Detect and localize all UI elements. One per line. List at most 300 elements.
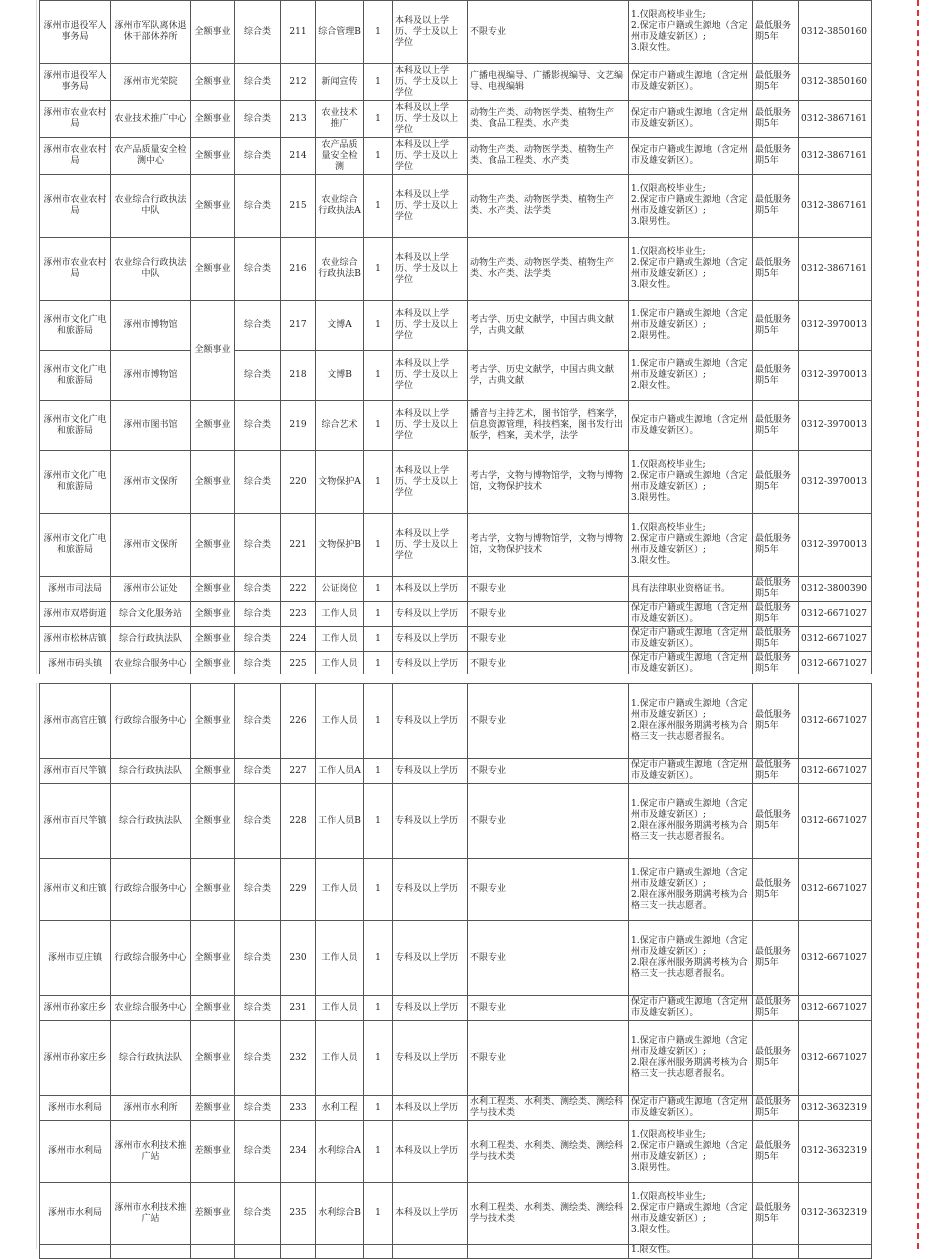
education-cell: 专科及以上学历 xyxy=(393,602,468,627)
count-cell: 1 xyxy=(364,238,393,301)
post-cell: 工作人员 xyxy=(316,921,364,996)
code-cell: 229 xyxy=(281,859,316,921)
major-cell: 考古学、历史文献学，中国古典文献学，古典文献 xyxy=(468,301,629,351)
unit-cell: 涿州市图书馆 xyxy=(111,401,191,451)
education-cell: 本科及以上学历、学士及以上学位 xyxy=(393,401,468,451)
unit-cell: 涿州市文保所 xyxy=(111,514,191,577)
dept-cell: 涿州市司法局 xyxy=(40,577,111,602)
post-cell: 文物保护B xyxy=(316,514,364,577)
service-cell: 最低服务期5年 xyxy=(753,101,799,138)
funding-cell: 全额事业 xyxy=(191,1,235,64)
phone-cell: 0312-3970013 xyxy=(799,401,872,451)
education-cell: 本科及以上学历、学士及以上学位 xyxy=(393,64,468,101)
service-cell xyxy=(753,1245,799,1259)
count-cell: 1 xyxy=(364,1121,393,1183)
code-cell xyxy=(281,1245,316,1259)
conditions-cell: 1.仅限高校毕业生; 2.保定市户籍或生源地（含定州市及雄安新区）; 3.限男性。 xyxy=(629,451,753,514)
conditions-cell: 1.仅限高校毕业生; 2.保定市户籍或生源地（含定州市及雄安新区）; 3.限女性。 xyxy=(629,238,753,301)
count-cell: 1 xyxy=(364,101,393,138)
major-cell: 广播电视编导、广播影视编导、文艺编导、电视编辑 xyxy=(468,64,629,101)
count-cell: 1 xyxy=(364,1021,393,1096)
service-cell: 最低服务期5年 xyxy=(753,684,799,759)
count-cell: 1 xyxy=(364,784,393,859)
education-cell: 专科及以上学历 xyxy=(393,759,468,784)
unit-cell: 涿州市博物馆 xyxy=(111,301,191,351)
category-cell: 综合类 xyxy=(235,684,281,759)
education-cell: 专科及以上学历 xyxy=(393,627,468,652)
funding-cell: 全额事业 xyxy=(191,859,235,921)
funding-cell: 全额事业 xyxy=(191,451,235,514)
phone-cell: 0312-6671027 xyxy=(799,627,872,652)
post-cell: 综合管理B xyxy=(316,1,364,64)
service-cell: 最低服务期5年 xyxy=(753,577,799,602)
phone-cell: 0312-3867161 xyxy=(799,138,872,175)
major-cell: 水利工程类、水利类、测绘类、测绘科学与技术类 xyxy=(468,1121,629,1183)
service-cell: 最低服务期5年 xyxy=(753,652,799,677)
conditions-cell: 保定市户籍或生源地（含定州市及雄安新区）。 xyxy=(629,401,753,451)
major-cell: 不限专业 xyxy=(468,602,629,627)
education-cell: 本科及以上学历、学士及以上学位 xyxy=(393,351,468,401)
table-row xyxy=(40,1096,872,1121)
count-cell: 1 xyxy=(364,1,393,64)
unit-cell: 行政综合服务中心 xyxy=(111,859,191,921)
table-row xyxy=(40,859,872,921)
dept-cell: 涿州市孙家庄乡 xyxy=(40,996,111,1021)
service-cell: 最低服务期5年 xyxy=(753,602,799,627)
table-row xyxy=(40,301,872,351)
major-cell: 不限专业 xyxy=(468,627,629,652)
category-cell: 综合类 xyxy=(235,101,281,138)
phone-cell: 0312-3970013 xyxy=(799,351,872,401)
service-cell: 最低服务期5年 xyxy=(753,759,799,784)
funding-cell: 差额事业 xyxy=(191,1096,235,1121)
dept-cell: 涿州市水利局 xyxy=(40,1096,111,1121)
phone-cell: 0312-6671027 xyxy=(799,921,872,996)
major-cell: 水利工程类、水利类、测绘类、测绘科学与技术类 xyxy=(468,1096,629,1121)
unit-cell: 综合行政执法队 xyxy=(111,784,191,859)
category-cell: 综合类 xyxy=(235,1021,281,1096)
unit-cell: 涿州市水利技术推广站 xyxy=(111,1121,191,1183)
funding-cell: 全额事业 xyxy=(191,759,235,784)
count-cell: 1 xyxy=(364,859,393,921)
code-cell: 218 xyxy=(281,351,316,401)
phone-cell: 0312-6671027 xyxy=(799,684,872,759)
post-cell: 文博A xyxy=(316,301,364,351)
major-cell: 考古学、历史文献学，中国古典文献学，古典文献 xyxy=(468,351,629,401)
major-cell: 播音与主持艺术，图书馆学，档案学，信息资源管理，科技档案，图书发行出版学，档案，美术学，法学 xyxy=(468,401,629,451)
page-margin-rule xyxy=(36,0,37,1249)
category-cell: 综合类 xyxy=(235,238,281,301)
post-cell: 农业技术推广 xyxy=(316,101,364,138)
count-cell: 1 xyxy=(364,652,393,677)
unit-cell: 涿州市水利所 xyxy=(111,1096,191,1121)
unit-cell: 综合行政执法队 xyxy=(111,627,191,652)
unit-cell: 农业综合服务中心 xyxy=(111,996,191,1021)
dept-cell: 涿州市农业农村局 xyxy=(40,138,111,175)
category-cell: 综合类 xyxy=(235,577,281,602)
category-cell: 综合类 xyxy=(235,301,281,351)
conditions-cell: 1.保定市户籍或生源地（含定州市及雄安新区）; 2.限在涿州服务期满考核为合格三支一扶志愿者报名。 xyxy=(629,921,753,996)
major-cell: 不限专业 xyxy=(468,684,629,759)
unit-cell: 综合行政执法队 xyxy=(111,1021,191,1096)
education-cell: 本科及以上学历、学士及以上学位 xyxy=(393,175,468,238)
conditions-cell: 具有法律职业资格证书。 xyxy=(629,577,753,602)
table-row xyxy=(40,627,872,652)
table-row xyxy=(40,577,872,602)
major-cell xyxy=(468,1245,629,1259)
code-cell: 235 xyxy=(281,1183,316,1245)
education-cell: 本科及以上学历 xyxy=(393,577,468,602)
unit-cell: 行政综合服务中心 xyxy=(111,684,191,759)
education-cell: 专科及以上学历 xyxy=(393,1021,468,1096)
phone-cell: 0312-3850160 xyxy=(799,1,872,64)
service-cell: 最低服务期5年 xyxy=(753,1183,799,1245)
category-cell: 综合类 xyxy=(235,1183,281,1245)
conditions-cell: 保定市户籍或生源地（含定州市及雄安新区）。 xyxy=(629,627,753,652)
education-cell: 本科及以上学历 xyxy=(393,1096,468,1121)
code-cell: 221 xyxy=(281,514,316,577)
table-row xyxy=(40,652,872,677)
post-cell: 农业综合行政执法B xyxy=(316,238,364,301)
table-row xyxy=(40,602,872,627)
dept-cell: 涿州市百尺竿镇 xyxy=(40,759,111,784)
conditions-cell: 1.限女性。 xyxy=(629,1245,753,1259)
service-cell: 最低服务期5年 xyxy=(753,138,799,175)
funding-cell: 全额事业 xyxy=(191,684,235,759)
phone-cell: 0312-6671027 xyxy=(799,859,872,921)
phone-cell: 0312-6671027 xyxy=(799,784,872,859)
service-cell: 最低服务期5年 xyxy=(753,921,799,996)
phone-cell: 0312-3867161 xyxy=(799,175,872,238)
dept-cell: 涿州市码头镇 xyxy=(40,652,111,677)
education-cell: 专科及以上学历 xyxy=(393,684,468,759)
category-cell: 综合类 xyxy=(235,1121,281,1183)
funding-cell: 全额事业 xyxy=(191,602,235,627)
dept-cell: 涿州市水利局 xyxy=(40,1183,111,1245)
service-cell: 最低服务期5年 xyxy=(753,1096,799,1121)
education-cell xyxy=(393,1245,468,1259)
post-cell: 水利工程 xyxy=(316,1096,364,1121)
count-cell: 1 xyxy=(364,64,393,101)
conditions-cell: 1.仅限高校毕业生; 2.保定市户籍或生源地（含定州市及雄安新区）; 3.限女性。 xyxy=(629,514,753,577)
service-cell: 最低服务期5年 xyxy=(753,1,799,64)
post-cell: 文物保护A xyxy=(316,451,364,514)
unit-cell: 综合文化服务站 xyxy=(111,602,191,627)
count-cell: 1 xyxy=(364,627,393,652)
education-cell: 本科及以上学历、学士及以上学位 xyxy=(393,1,468,64)
conditions-cell: 保定市户籍或生源地（含定州市及雄安新区）。 xyxy=(629,759,753,784)
service-cell: 最低服务期5年 xyxy=(753,1021,799,1096)
category-cell: 综合类 xyxy=(235,64,281,101)
post-cell: 公证岗位 xyxy=(316,577,364,602)
major-cell: 不限专业 xyxy=(468,1,629,64)
dashed-page-border xyxy=(917,0,919,1249)
education-cell: 专科及以上学历 xyxy=(393,996,468,1021)
unit-cell: 农业技术推广中心 xyxy=(111,101,191,138)
phone-cell: 0312-3867161 xyxy=(799,101,872,138)
category-cell: 综合类 xyxy=(235,602,281,627)
unit-cell: 涿州市军队离休退休干部休养所 xyxy=(111,1,191,64)
major-cell: 动物生产类、动物医学类、植物生产类、食品工程类、水产类 xyxy=(468,101,629,138)
education-cell: 本科及以上学历 xyxy=(393,1121,468,1183)
category-cell: 综合类 xyxy=(235,859,281,921)
code-cell: 228 xyxy=(281,784,316,859)
phone-cell: 0312-3970013 xyxy=(799,451,872,514)
education-cell: 专科及以上学历 xyxy=(393,652,468,677)
dept-cell: 涿州市高官庄镇 xyxy=(40,684,111,759)
category-cell: 综合类 xyxy=(235,1096,281,1121)
service-cell: 最低服务期5年 xyxy=(753,627,799,652)
conditions-cell: 1.仅限高校毕业生; 2.保定市户籍或生源地（含定州市及雄安新区）; 3.限男性。 xyxy=(629,1121,753,1183)
phone-cell: 0312-6671027 xyxy=(799,652,872,677)
service-cell: 最低服务期5年 xyxy=(753,301,799,351)
phone-cell: 0312-6671027 xyxy=(799,759,872,784)
table-row xyxy=(40,138,872,175)
code-cell: 234 xyxy=(281,1121,316,1183)
education-cell: 本科及以上学历 xyxy=(393,1183,468,1245)
education-cell: 本科及以上学历、学士及以上学位 xyxy=(393,514,468,577)
dept-cell: 涿州市文化广电和旅游局 xyxy=(40,301,111,351)
funding-cell: 全额事业 xyxy=(191,401,235,451)
page-break-gap xyxy=(36,674,876,683)
code-cell: 211 xyxy=(281,1,316,64)
code-cell: 213 xyxy=(281,101,316,138)
count-cell xyxy=(364,1245,393,1259)
table-row xyxy=(40,64,872,101)
conditions-cell: 1.保定市户籍或生源地（含定州市及雄安新区）; 2.限在涿州服务期满考核为合格三支一扶志愿者报名。 xyxy=(629,684,753,759)
funding-cell: 全额事业 xyxy=(191,175,235,238)
dept-cell: 涿州市文化广电和旅游局 xyxy=(40,451,111,514)
unit-cell: 涿州市公证处 xyxy=(111,577,191,602)
phone-cell: 0312-6671027 xyxy=(799,996,872,1021)
major-cell: 不限专业 xyxy=(468,996,629,1021)
table-row xyxy=(40,351,872,401)
code-cell: 230 xyxy=(281,921,316,996)
service-cell: 最低服务期5年 xyxy=(753,351,799,401)
category-cell: 综合类 xyxy=(235,451,281,514)
count-cell: 1 xyxy=(364,351,393,401)
funding-cell: 全额事业 xyxy=(191,996,235,1021)
major-cell: 不限专业 xyxy=(468,1021,629,1096)
conditions-cell: 保定市户籍或生源地（含定州市及雄安新区）。 xyxy=(629,101,753,138)
table-row xyxy=(40,401,872,451)
category-cell xyxy=(235,1245,281,1259)
table-row xyxy=(40,684,872,759)
post-cell: 工作人员 xyxy=(316,859,364,921)
category-cell: 综合类 xyxy=(235,784,281,859)
funding-cell: 全额事业 xyxy=(191,101,235,138)
count-cell: 1 xyxy=(364,451,393,514)
dept-cell: 涿州市退役军人事务局 xyxy=(40,1,111,64)
unit-cell: 涿州市光荣院 xyxy=(111,64,191,101)
service-cell: 最低服务期5年 xyxy=(753,238,799,301)
dept-cell: 涿州市孙家庄乡 xyxy=(40,1021,111,1096)
job-table-bottom xyxy=(39,683,872,1259)
unit-cell: 综合行政执法队 xyxy=(111,759,191,784)
code-cell: 222 xyxy=(281,577,316,602)
conditions-cell: 1.仅限高校毕业生; 2.保定市户籍或生源地（含定州市及雄安新区）; 3.限女性。 xyxy=(629,1183,753,1245)
job-table-top xyxy=(39,0,872,677)
category-cell: 综合类 xyxy=(235,759,281,784)
count-cell: 1 xyxy=(364,301,393,351)
code-cell: 214 xyxy=(281,138,316,175)
conditions-cell: 保定市户籍或生源地（含定州市及雄安新区）。 xyxy=(629,64,753,101)
dept-cell: 涿州市百尺竿镇 xyxy=(40,784,111,859)
major-cell: 不限专业 xyxy=(468,784,629,859)
post-cell: 水利综合B xyxy=(316,1183,364,1245)
unit-cell: 涿州市博物馆 xyxy=(111,351,191,401)
service-cell: 最低服务期5年 xyxy=(753,859,799,921)
table-row-partial xyxy=(40,1245,872,1259)
code-cell: 220 xyxy=(281,451,316,514)
category-cell: 综合类 xyxy=(235,351,281,401)
service-cell: 最低服务期5年 xyxy=(753,514,799,577)
table-row xyxy=(40,1021,872,1096)
phone-cell: 0312-3867161 xyxy=(799,238,872,301)
funding-cell: 全额事业 xyxy=(191,627,235,652)
code-cell: 226 xyxy=(281,684,316,759)
post-cell: 工作人员B xyxy=(316,784,364,859)
post-cell: 工作人员 xyxy=(316,627,364,652)
major-cell: 动物生产类、动物医学类、植物生产类、食品工程类、水产类 xyxy=(468,138,629,175)
unit-cell: 农业综合行政执法中队 xyxy=(111,238,191,301)
phone-cell: 0312-3632319 xyxy=(799,1121,872,1183)
dept-cell: 涿州市农业农村局 xyxy=(40,101,111,138)
education-cell: 本科及以上学历、学士及以上学位 xyxy=(393,238,468,301)
post-cell: 工作人员 xyxy=(316,602,364,627)
code-cell: 224 xyxy=(281,627,316,652)
service-cell: 最低服务期5年 xyxy=(753,64,799,101)
table-row xyxy=(40,514,872,577)
dept-cell: 涿州市文化广电和旅游局 xyxy=(40,401,111,451)
conditions-cell: 1.仅限高校毕业生; 2.保定市户籍或生源地（含定州市及雄安新区）; 3.限男性。 xyxy=(629,175,753,238)
education-cell: 专科及以上学历 xyxy=(393,921,468,996)
category-cell: 综合类 xyxy=(235,921,281,996)
dept-cell: 涿州市豆庄镇 xyxy=(40,921,111,996)
phone-cell: 0312-6671027 xyxy=(799,1021,872,1096)
dept-cell: 涿州市文化广电和旅游局 xyxy=(40,514,111,577)
phone-cell: 0312-3632319 xyxy=(799,1096,872,1121)
count-cell: 1 xyxy=(364,684,393,759)
conditions-cell: 保定市户籍或生源地（含定州市及雄安新区）。 xyxy=(629,138,753,175)
service-cell: 最低服务期5年 xyxy=(753,784,799,859)
funding-cell: 全额事业 xyxy=(191,238,235,301)
table-row xyxy=(40,175,872,238)
count-cell: 1 xyxy=(364,921,393,996)
category-cell: 综合类 xyxy=(235,652,281,677)
dept-cell: 涿州市文化广电和旅游局 xyxy=(40,351,111,401)
table-row xyxy=(40,759,872,784)
dept-cell: 涿州市农业农村局 xyxy=(40,175,111,238)
category-cell: 综合类 xyxy=(235,175,281,238)
education-cell: 本科及以上学历、学士及以上学位 xyxy=(393,101,468,138)
conditions-cell: 1.保定市户籍或生源地（含定州市及雄安新区）; 2.限女性。 xyxy=(629,351,753,401)
phone-cell: 0312-3970013 xyxy=(799,301,872,351)
unit-cell: 行政综合服务中心 xyxy=(111,921,191,996)
funding-cell: 差额事业 xyxy=(191,1121,235,1183)
table-row xyxy=(40,1,872,64)
service-cell: 最低服务期5年 xyxy=(753,175,799,238)
funding-cell: 全额事业 xyxy=(191,1021,235,1096)
table-row xyxy=(40,1183,872,1245)
count-cell: 1 xyxy=(364,996,393,1021)
conditions-cell: 1.保定市户籍或生源地（含定州市及雄安新区）; 2.限在涿州服务期满考核为合格三支一扶志愿者。 xyxy=(629,859,753,921)
table-row xyxy=(40,996,872,1021)
funding-cell: 全额事业 xyxy=(191,652,235,677)
service-cell: 最低服务期5年 xyxy=(753,451,799,514)
major-cell: 不限专业 xyxy=(468,859,629,921)
unit-cell: 涿州市水利技术推广站 xyxy=(111,1183,191,1245)
major-cell: 不限专业 xyxy=(468,921,629,996)
major-cell: 动物生产类、动物医学类、植物生产类、水产类、法学类 xyxy=(468,175,629,238)
funding-cell: 全额事业 xyxy=(191,784,235,859)
count-cell: 1 xyxy=(364,138,393,175)
table-row xyxy=(40,101,872,138)
dept-cell: 涿州市双塔街道 xyxy=(40,602,111,627)
major-cell: 考古学，文物与博物馆学，文物与博物馆，文物保护技术 xyxy=(468,514,629,577)
conditions-cell: 1.仅限高校毕业生; 2.保定市户籍或生源地（含定州市及雄安新区）; 3.限女性。 xyxy=(629,1,753,64)
conditions-cell: 保定市户籍或生源地（含定州市及雄安新区）。 xyxy=(629,996,753,1021)
count-cell: 1 xyxy=(364,577,393,602)
funding-cell: 差额事业 xyxy=(191,1183,235,1245)
category-cell: 综合类 xyxy=(235,627,281,652)
major-cell: 不限专业 xyxy=(468,652,629,677)
dept-cell: 涿州市水利局 xyxy=(40,1121,111,1183)
table-row xyxy=(40,784,872,859)
service-cell: 最低服务期5年 xyxy=(753,401,799,451)
code-cell: 217 xyxy=(281,301,316,351)
dept-cell: 涿州市退役军人事务局 xyxy=(40,64,111,101)
code-cell: 232 xyxy=(281,1021,316,1096)
count-cell: 1 xyxy=(364,175,393,238)
dept-cell: 涿州市松林店镇 xyxy=(40,627,111,652)
funding-cell xyxy=(191,1245,235,1259)
education-cell: 本科及以上学历、学士及以上学位 xyxy=(393,451,468,514)
education-cell: 专科及以上学历 xyxy=(393,859,468,921)
category-cell: 综合类 xyxy=(235,138,281,175)
category-cell: 综合类 xyxy=(235,401,281,451)
code-cell: 215 xyxy=(281,175,316,238)
table-row xyxy=(40,451,872,514)
unit-cell: 农业综合服务中心 xyxy=(111,652,191,677)
post-cell: 工作人员A xyxy=(316,759,364,784)
post-cell: 工作人员 xyxy=(316,996,364,1021)
count-cell: 1 xyxy=(364,514,393,577)
code-cell: 231 xyxy=(281,996,316,1021)
dept-cell xyxy=(40,1245,111,1259)
major-cell: 考古学，文物与博物馆学，文物与博物馆，文物保护技术 xyxy=(468,451,629,514)
phone-cell: 0312-3970013 xyxy=(799,514,872,577)
table-row xyxy=(40,921,872,996)
phone-cell: 0312-3850160 xyxy=(799,64,872,101)
post-cell xyxy=(316,1245,364,1259)
post-cell: 水利综合A xyxy=(316,1121,364,1183)
code-cell: 216 xyxy=(281,238,316,301)
code-cell: 225 xyxy=(281,652,316,677)
count-cell: 1 xyxy=(364,1096,393,1121)
phone-cell: 0312-6671027 xyxy=(799,602,872,627)
category-cell: 综合类 xyxy=(235,996,281,1021)
code-cell: 223 xyxy=(281,602,316,627)
post-cell: 工作人员 xyxy=(316,652,364,677)
conditions-cell: 保定市户籍或生源地（含定州市及雄安新区）。 xyxy=(629,652,753,677)
code-cell: 219 xyxy=(281,401,316,451)
phone-cell: 0312-3800390 xyxy=(799,577,872,602)
education-cell: 专科及以上学历 xyxy=(393,784,468,859)
conditions-cell: 1.保定市户籍或生源地（含定州市及雄安新区）; 2.限在涿州服务期满考核为合格三支一扶志愿者报名。 xyxy=(629,784,753,859)
funding-cell: 全额事业 xyxy=(191,64,235,101)
conditions-cell: 保定市户籍或生源地（含定州市及雄安新区）。 xyxy=(629,602,753,627)
